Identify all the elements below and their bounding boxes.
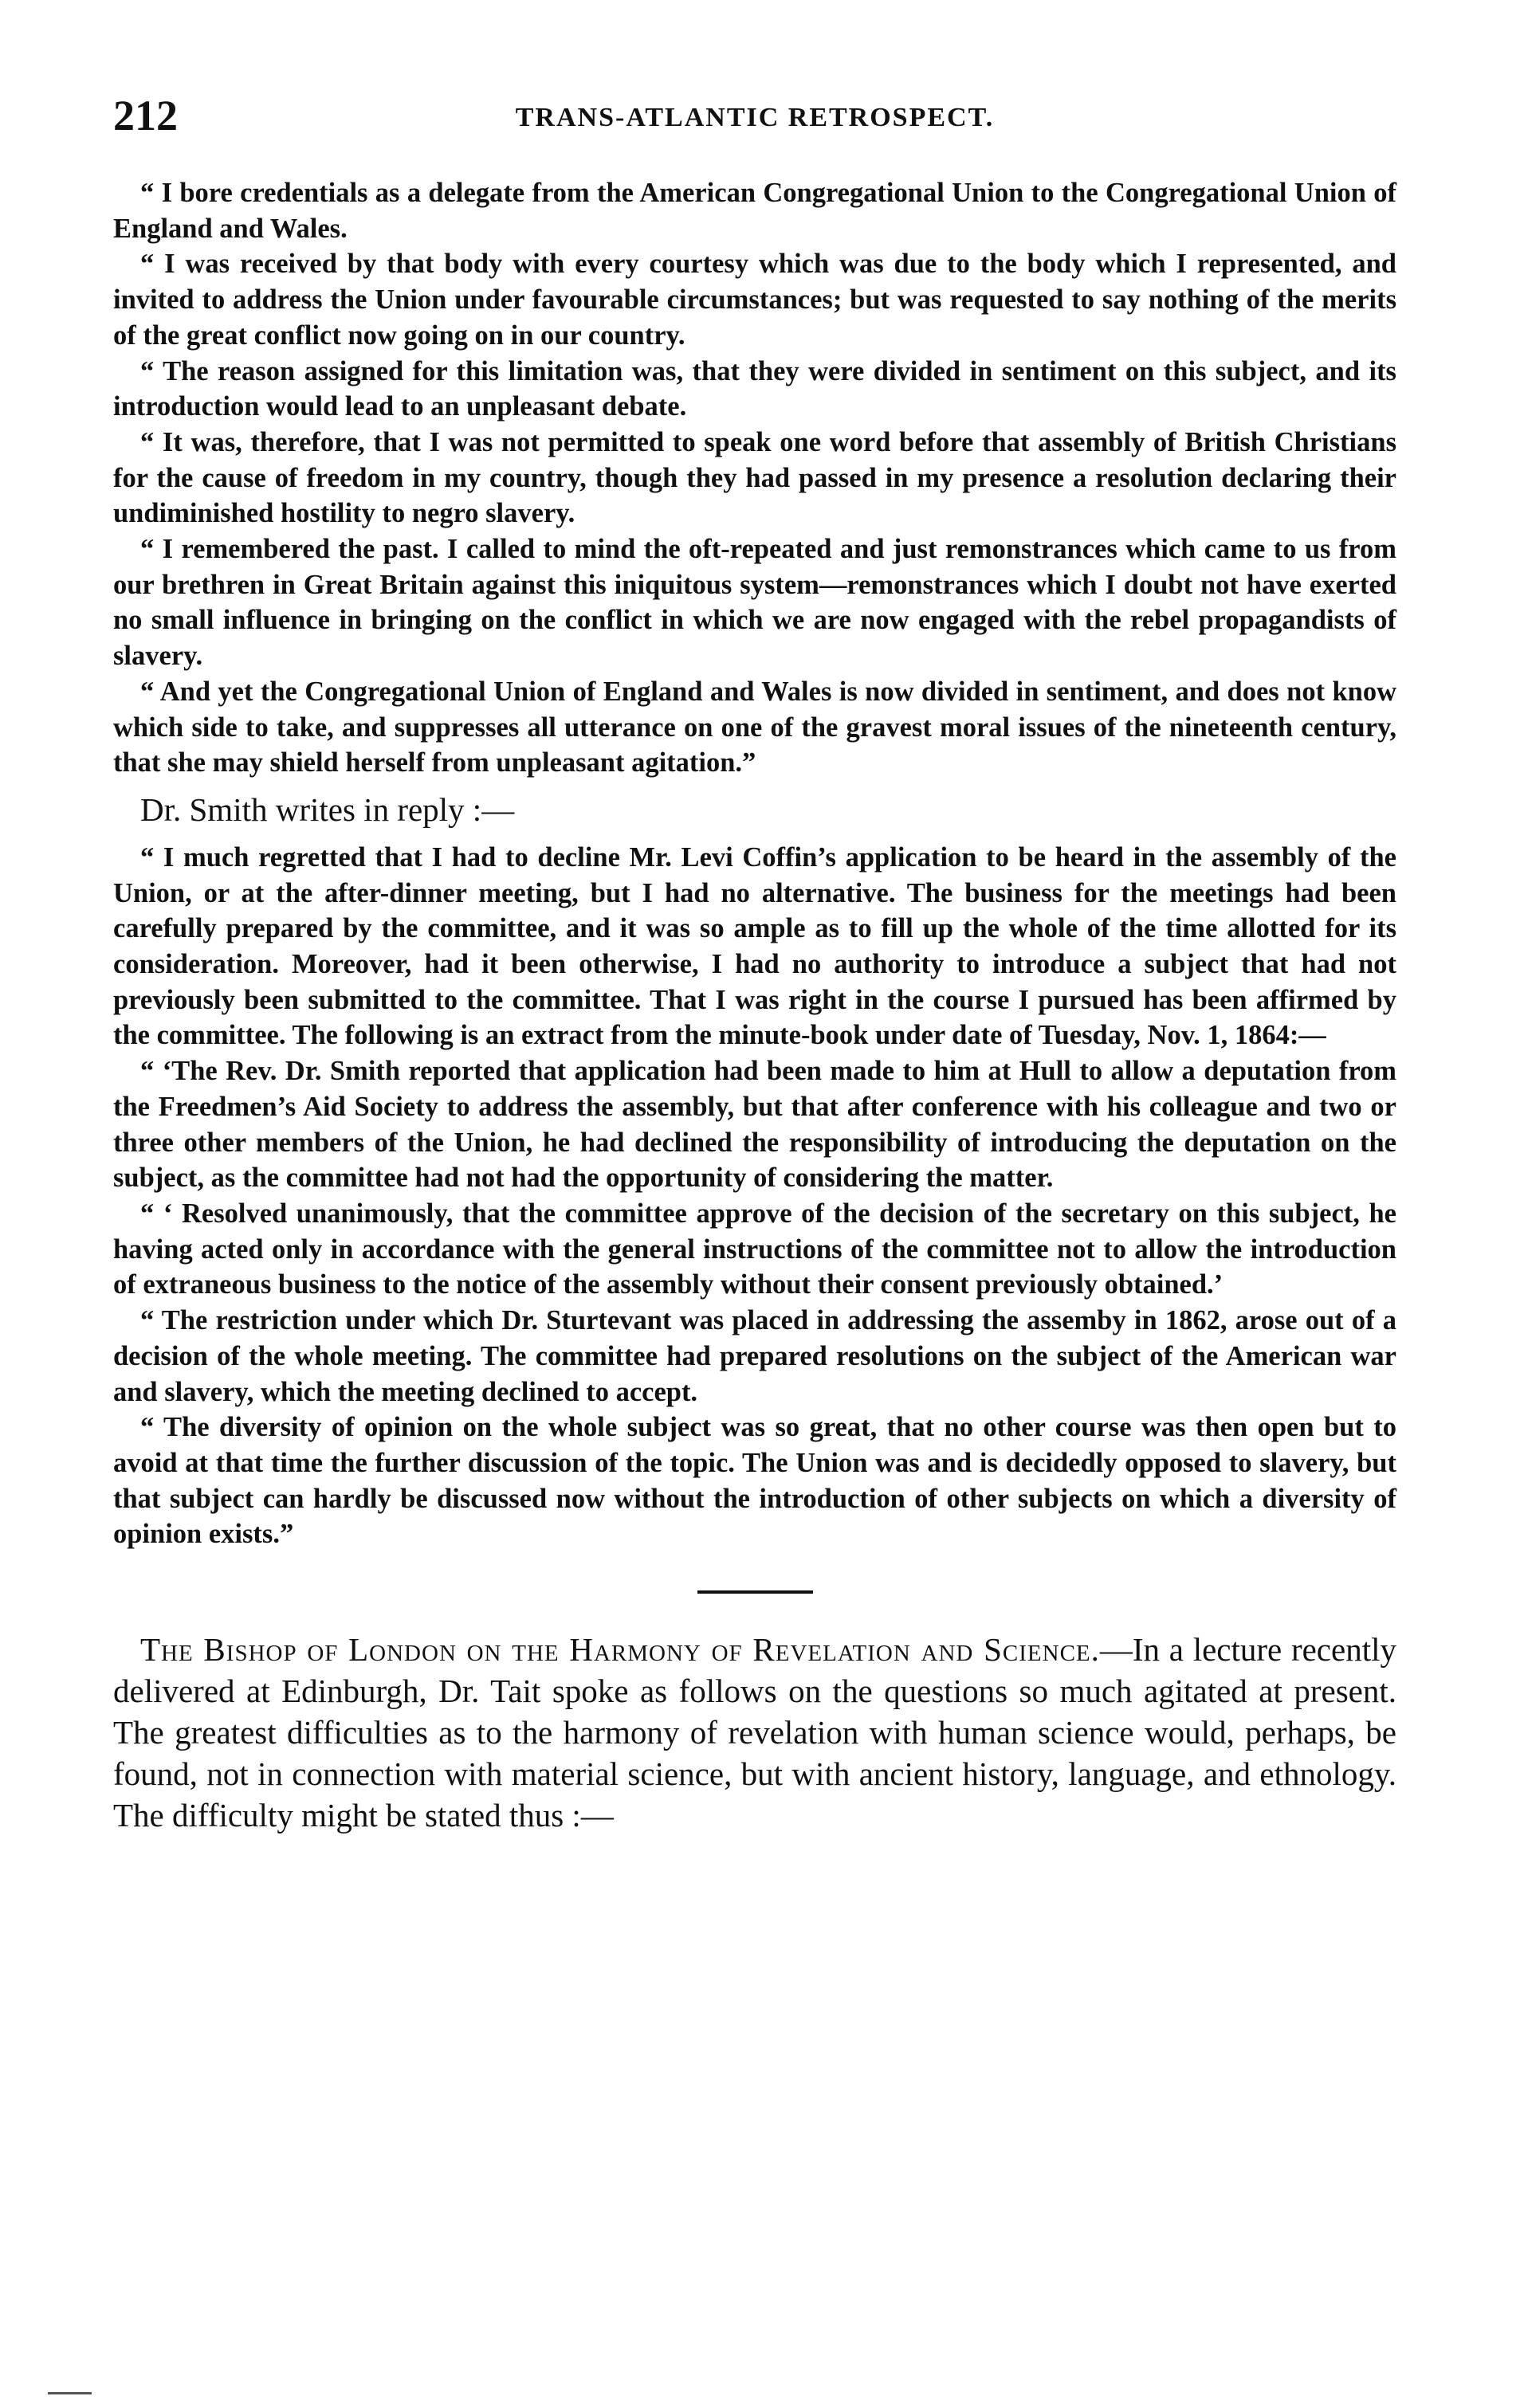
section-title: The Bishop of London on the Harmony of Revelation and Science.: [140, 1631, 1100, 1669]
reply-paragraph: “ The diversity of opinion on the whole subject was so great, that no other course was then open but to avoid at that time the further discussion of the topic. The Union was and is decidedly opposed to slavery, but that subject can hardly be discussed now without the introduction of other subjects on which a diversity of opinion exists.”: [113, 1412, 1396, 1550]
letter-paragraph: “ It was, therefore, that I was not permitted to speak one word before that assembly of British Christians for the cause of freedom in my country, though they had passed in my presence a resolution declaring their undiminished hostility to negro slavery.: [113, 426, 1396, 529]
letter-paragraph: “ I remembered the past. I called to mind the oft-repeated and just remonstrances which came to us from our brethren in Great Britain against this iniquitous system—remonstrances which I doubt not have exerted no small influence in bringing on the conflict in which we are now engaged with the rebel propagandists of slavery.: [113, 534, 1396, 672]
reply-quote: [113, 840, 1396, 1552]
reply-paragraph: “ The restriction under which Dr. Sturtevant was placed in addressing the assemby in 1862, arose out of a decision of the whole meeting. The committee had prepared resolutions on the subject of the American war and slavery, which the meeting declined to accept.: [113, 1305, 1396, 1407]
running-head: TRANS-ATLANTIC RETROSPECT.: [515, 103, 995, 132]
letter-paragraph: “ I bore credentials as a delegate from the American Congregational Union to the Congregational Union of England and Wales.: [113, 178, 1396, 244]
reply-paragraph: “ ‘The Rev. Dr. Smith reported that application had been made to him at Hull to allow a deputation from the Freedmen’s Aid Society to address the assembly, but that after conference with his colleague and two or three other members of the Union, he had declined the responsibility of introducing the deputation on the subject, as the committee had not had the opportunity of considering the matter.: [113, 1056, 1396, 1194]
reply-paragraph: “ I much regretted that I had to decline Mr. Levi Coffin’s application to be heard in the assembly of the Union, or at the after-dinner meeting, but I had no alternative. The business for the meetings had been carefully prepared by the committee, and it was so ample as to fill up the whole of the time allotted for its consideration. Moreover, had it been otherwise, I had no authority to introduce a subject that had not previously been submitted to the committee. That I was right in the course I pursued has been affirmed by the committee. The following is an extract from the minute-book under date of Tuesday, Nov. 1, 1864:—: [113, 841, 1396, 1051]
page: [113, 88, 1396, 1836]
reply-paragraph: “ ‘ Resolved unanimously, that the committee approve of the decision of the secretary on this subject, he having acted only in accordance with the general instructions of the committee not to allow the introduction of extraneous business to the notice of the assembly without their consent previously obtained.’: [113, 1198, 1396, 1300]
page-number: 212: [113, 92, 178, 139]
reply-intro: Dr. Smith writes in reply :—: [140, 790, 515, 828]
section-divider: [697, 1590, 813, 1594]
section-body: —In a lecture recently delivered at Edinburgh, Dr. Tait spoke as follows on the questions so much agitated at present. The greatest difficulties as to the harmony of revelation with human science would, perhaps, be found, not in connection with material science, but with ancient history, language, and ethnology. The difficulty might be stated thus :—: [113, 1631, 1396, 1834]
footer-mark: [48, 2392, 92, 2394]
section-paragraph: [113, 1629, 1396, 1836]
letter-paragraph: “ And yet the Congregational Union of England and Wales is now divided in sentiment, and does not know which side to take, and suppresses all utterance on one of the gravest moral issues of the nineteenth century, that she may shield herself from unpleasant agitation.”: [113, 676, 1396, 778]
bishop-section: [113, 1629, 1396, 1836]
letter-paragraph: “ I was received by that body with every courtesy which was due to the body which I represented, and invited to address the Union under favourable circumstances; but was requested to say nothing of the merits of the great conflict now going on in our country.: [113, 249, 1396, 351]
page-header: [113, 88, 1396, 143]
letter-quote: [113, 175, 1396, 781]
letter-paragraph: “ The reason assigned for this limitation was, that they were divided in sentiment on this subject, and its introduction would lead to an unpleasant debate.: [113, 355, 1396, 422]
